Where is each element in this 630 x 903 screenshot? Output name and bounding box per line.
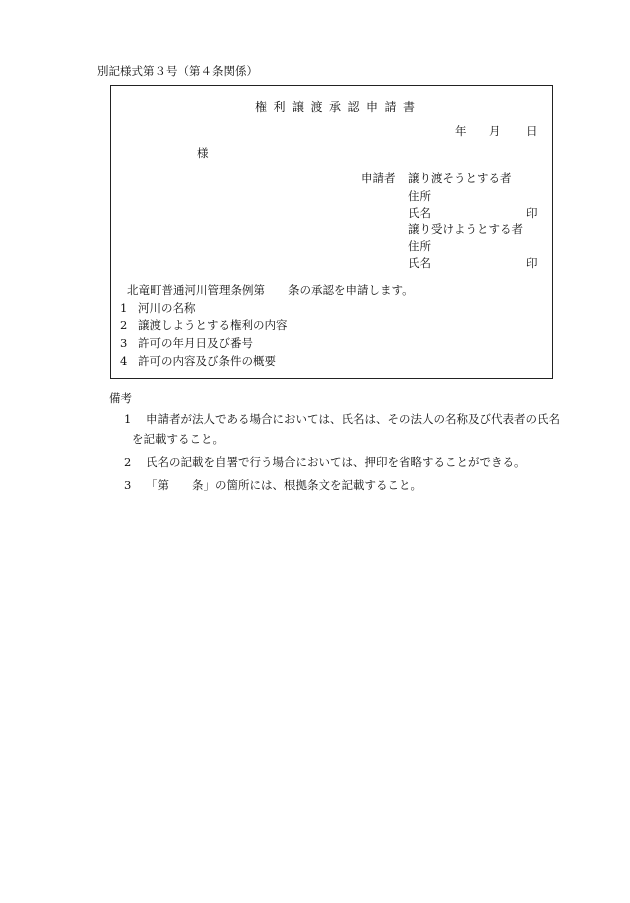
form-item-text: 譲渡しようとする権利の内容 [138,318,288,332]
note-text: 氏名の記載を自署で行う場合においては、押印を省略することができる。 [146,455,526,469]
note-text: 「第 条」の箇所には、根拠条文を記載すること。 [146,478,422,492]
note-text-continuation: を記載すること。 [132,432,224,446]
note-text: 申請者が法人である場合においては、氏名は、その法人の名称及び代表者の氏名 [146,412,560,426]
form-item-number: 1 [120,301,128,315]
date-day-label: 日 [526,124,538,138]
form-number-label: 別記様式第３号（第４条関係） [97,64,258,78]
form-title: 権利譲渡承認申請書 [255,100,422,114]
note-number: 1 [124,412,132,426]
form-item-number: 4 [120,354,128,368]
form-item-text: 許可の年月日及び番号 [138,336,253,350]
form-item-number: 3 [120,336,128,350]
transferee-address-label: 住所 [408,239,431,253]
transferee-name-label: 氏名 [408,256,431,270]
application-body-text: 北竜町普通河川管理条例第 条の承認を申請します。 [127,283,414,297]
transferor-label: 譲り渡そうとする者 [408,171,512,185]
form-item-text: 許可の内容及び条件の概要 [138,354,276,368]
transferee-label: 譲り受けようとする者 [408,222,523,236]
note-number: 3 [124,478,132,492]
transferor-address-label: 住所 [408,189,431,203]
form-item-text: 河川の名称 [138,301,196,315]
applicant-label: 申請者 [361,171,396,185]
form-item-number: 2 [120,318,128,332]
addressee-suffix: 様 [197,146,209,160]
transferee-seal-mark: 印 [526,256,538,270]
note-number: 2 [124,455,132,469]
date-month-label: 月 [489,124,501,138]
notes-heading: 備考 [109,391,132,405]
transferor-name-label: 氏名 [408,206,431,220]
date-year-label: 年 [455,124,467,138]
transferor-seal-mark: 印 [526,206,538,220]
